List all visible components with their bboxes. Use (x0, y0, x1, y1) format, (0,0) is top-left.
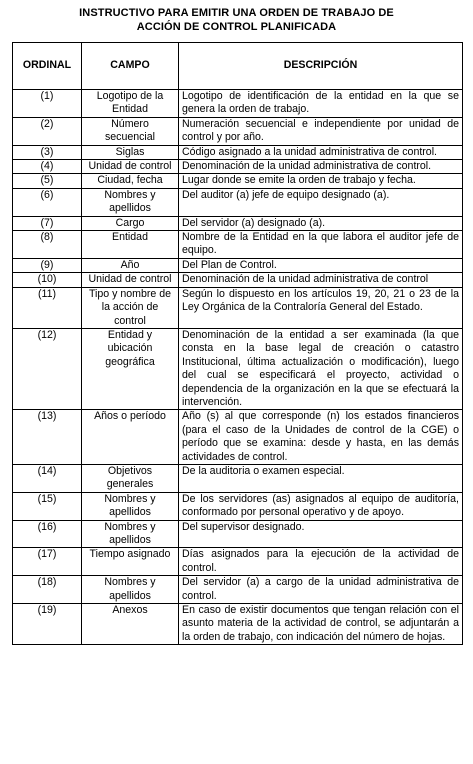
campo-cell: Unidad de control (82, 160, 179, 174)
ordinal-cell: (19) (13, 604, 82, 645)
campo-cell: Año (82, 258, 179, 272)
campo-cell: Años o período (82, 410, 179, 465)
descripcion-cell: En caso de existir documentos que tengan relación con el asunto materia de la actividad de control, se adjuntarán a la orden de trabajo, con indicación del número de hojas. (179, 604, 463, 645)
table-row (13, 492, 463, 520)
campo-cell: Siglas (82, 145, 179, 159)
ordinal-cell: (14) (13, 464, 82, 492)
ordinal-cell: (3) (13, 145, 82, 159)
table-row (13, 576, 463, 604)
header-descripcion: DESCRIPCIÓN (179, 43, 463, 90)
table-row (13, 188, 463, 216)
table-row (13, 231, 463, 259)
table-row (13, 604, 463, 645)
campo-cell: Nombres y apellidos (82, 188, 179, 216)
campo-cell: Objetivos generales (82, 464, 179, 492)
campo-cell: Ciudad, fecha (82, 174, 179, 188)
campo-cell: Anexos (82, 604, 179, 645)
table-row (13, 145, 463, 159)
descripcion-cell: De los servidores (as) asignados al equipo de auditoría, conformado por personal operativo y de apoyo. (179, 492, 463, 520)
ordinal-cell: (10) (13, 273, 82, 287)
title-line-2: ACCIÓN DE CONTROL PLANIFICADA (136, 21, 337, 33)
table-row (13, 258, 463, 272)
table-header-row (13, 43, 463, 90)
campo-cell: Tipo y nombre de la acción de control (82, 287, 179, 328)
descripcion-cell: Nombre de la Entidad en la que labora el auditor jefe de equipo. (179, 231, 463, 259)
campo-cell: Tiempo asignado (82, 548, 179, 576)
ordinal-cell: (15) (13, 492, 82, 520)
table-row (13, 117, 463, 145)
table-row (13, 273, 463, 287)
title-line-1: INSTRUCTIVO PARA EMITIR UNA ORDEN DE TRABAJO DE (79, 7, 394, 19)
ordinal-cell: (9) (13, 258, 82, 272)
table-row (13, 160, 463, 174)
header-ordinal: ORDINAL (13, 43, 82, 90)
table-row (13, 410, 463, 465)
table-row (13, 287, 463, 328)
descripcion-cell: Denominación de la unidad administrativa de control (179, 273, 463, 287)
table-row (13, 548, 463, 576)
campo-cell: Unidad de control (82, 273, 179, 287)
descripcion-cell: Del servidor (a) designado (a). (179, 216, 463, 230)
ordinal-cell: (13) (13, 410, 82, 465)
descripcion-cell: Del Plan de Control. (179, 258, 463, 272)
descripcion-cell: De la auditoria o examen especial. (179, 464, 463, 492)
ordinal-cell: (18) (13, 576, 82, 604)
campo-cell: Nombres y apellidos (82, 520, 179, 548)
campo-cell: Logotipo de la Entidad (82, 90, 179, 118)
ordinal-cell: (1) (13, 90, 82, 118)
campo-cell: Número secuencial (82, 117, 179, 145)
descripcion-cell: Numeración secuencial e independiente por unidad de control y por año. (179, 117, 463, 145)
campo-cell: Cargo (82, 216, 179, 230)
descripcion-cell: Según lo dispuesto en los artículos 19, 20, 21 o 23 de la Ley Orgánica de la Contraloría General del Estado. (179, 287, 463, 328)
table-row (13, 90, 463, 118)
table-row (13, 216, 463, 230)
ordinal-cell: (5) (13, 174, 82, 188)
campo-cell: Entidad y ubicación geográfica (82, 328, 179, 409)
ordinal-cell: (8) (13, 231, 82, 259)
campo-cell: Nombres y apellidos (82, 576, 179, 604)
descripcion-cell: Del auditor (a) jefe de equipo designado (a). (179, 188, 463, 216)
campo-cell: Nombres y apellidos (82, 492, 179, 520)
table-row (13, 174, 463, 188)
descripcion-cell: Denominación de la unidad administrativa de control. (179, 160, 463, 174)
descripcion-cell: Lugar donde se emite la orden de trabajo y fecha. (179, 174, 463, 188)
document-title (0, 6, 473, 34)
campo-cell: Entidad (82, 231, 179, 259)
ordinal-cell: (16) (13, 520, 82, 548)
ordinal-cell: (12) (13, 328, 82, 409)
table-row (13, 520, 463, 548)
descripcion-cell: Año (s) al que corresponde (n) los estados financieros (para el caso de la Unidades de control de la CGE) o período que se examina: desde y hasta, en las demás actividades de control. (179, 410, 463, 465)
table-row (13, 328, 463, 409)
descripcion-cell: Logotipo de identificación de la entidad en la que se genera la orden de trabajo. (179, 90, 463, 118)
ordinal-cell: (7) (13, 216, 82, 230)
header-campo: CAMPO (82, 43, 179, 90)
table-row (13, 464, 463, 492)
ordinal-cell: (2) (13, 117, 82, 145)
ordinal-cell: (6) (13, 188, 82, 216)
instructions-table (12, 42, 463, 645)
descripcion-cell: Denominación de la entidad a ser examinada (la que consta en la base legal de creación o catastro Institucional, última actualización o modificación), luego del cual se especificará el proyecto, actividad o dependencia de la organización en la que se efectuará la intervención. (179, 328, 463, 409)
descripcion-cell: Código asignado a la unidad administrativa de control. (179, 145, 463, 159)
descripcion-cell: Del supervisor designado. (179, 520, 463, 548)
ordinal-cell: (4) (13, 160, 82, 174)
descripcion-cell: Días asignados para la ejecución de la actividad de control. (179, 548, 463, 576)
descripcion-cell: Del servidor (a) a cargo de la unidad administrativa de control. (179, 576, 463, 604)
ordinal-cell: (17) (13, 548, 82, 576)
ordinal-cell: (11) (13, 287, 82, 328)
